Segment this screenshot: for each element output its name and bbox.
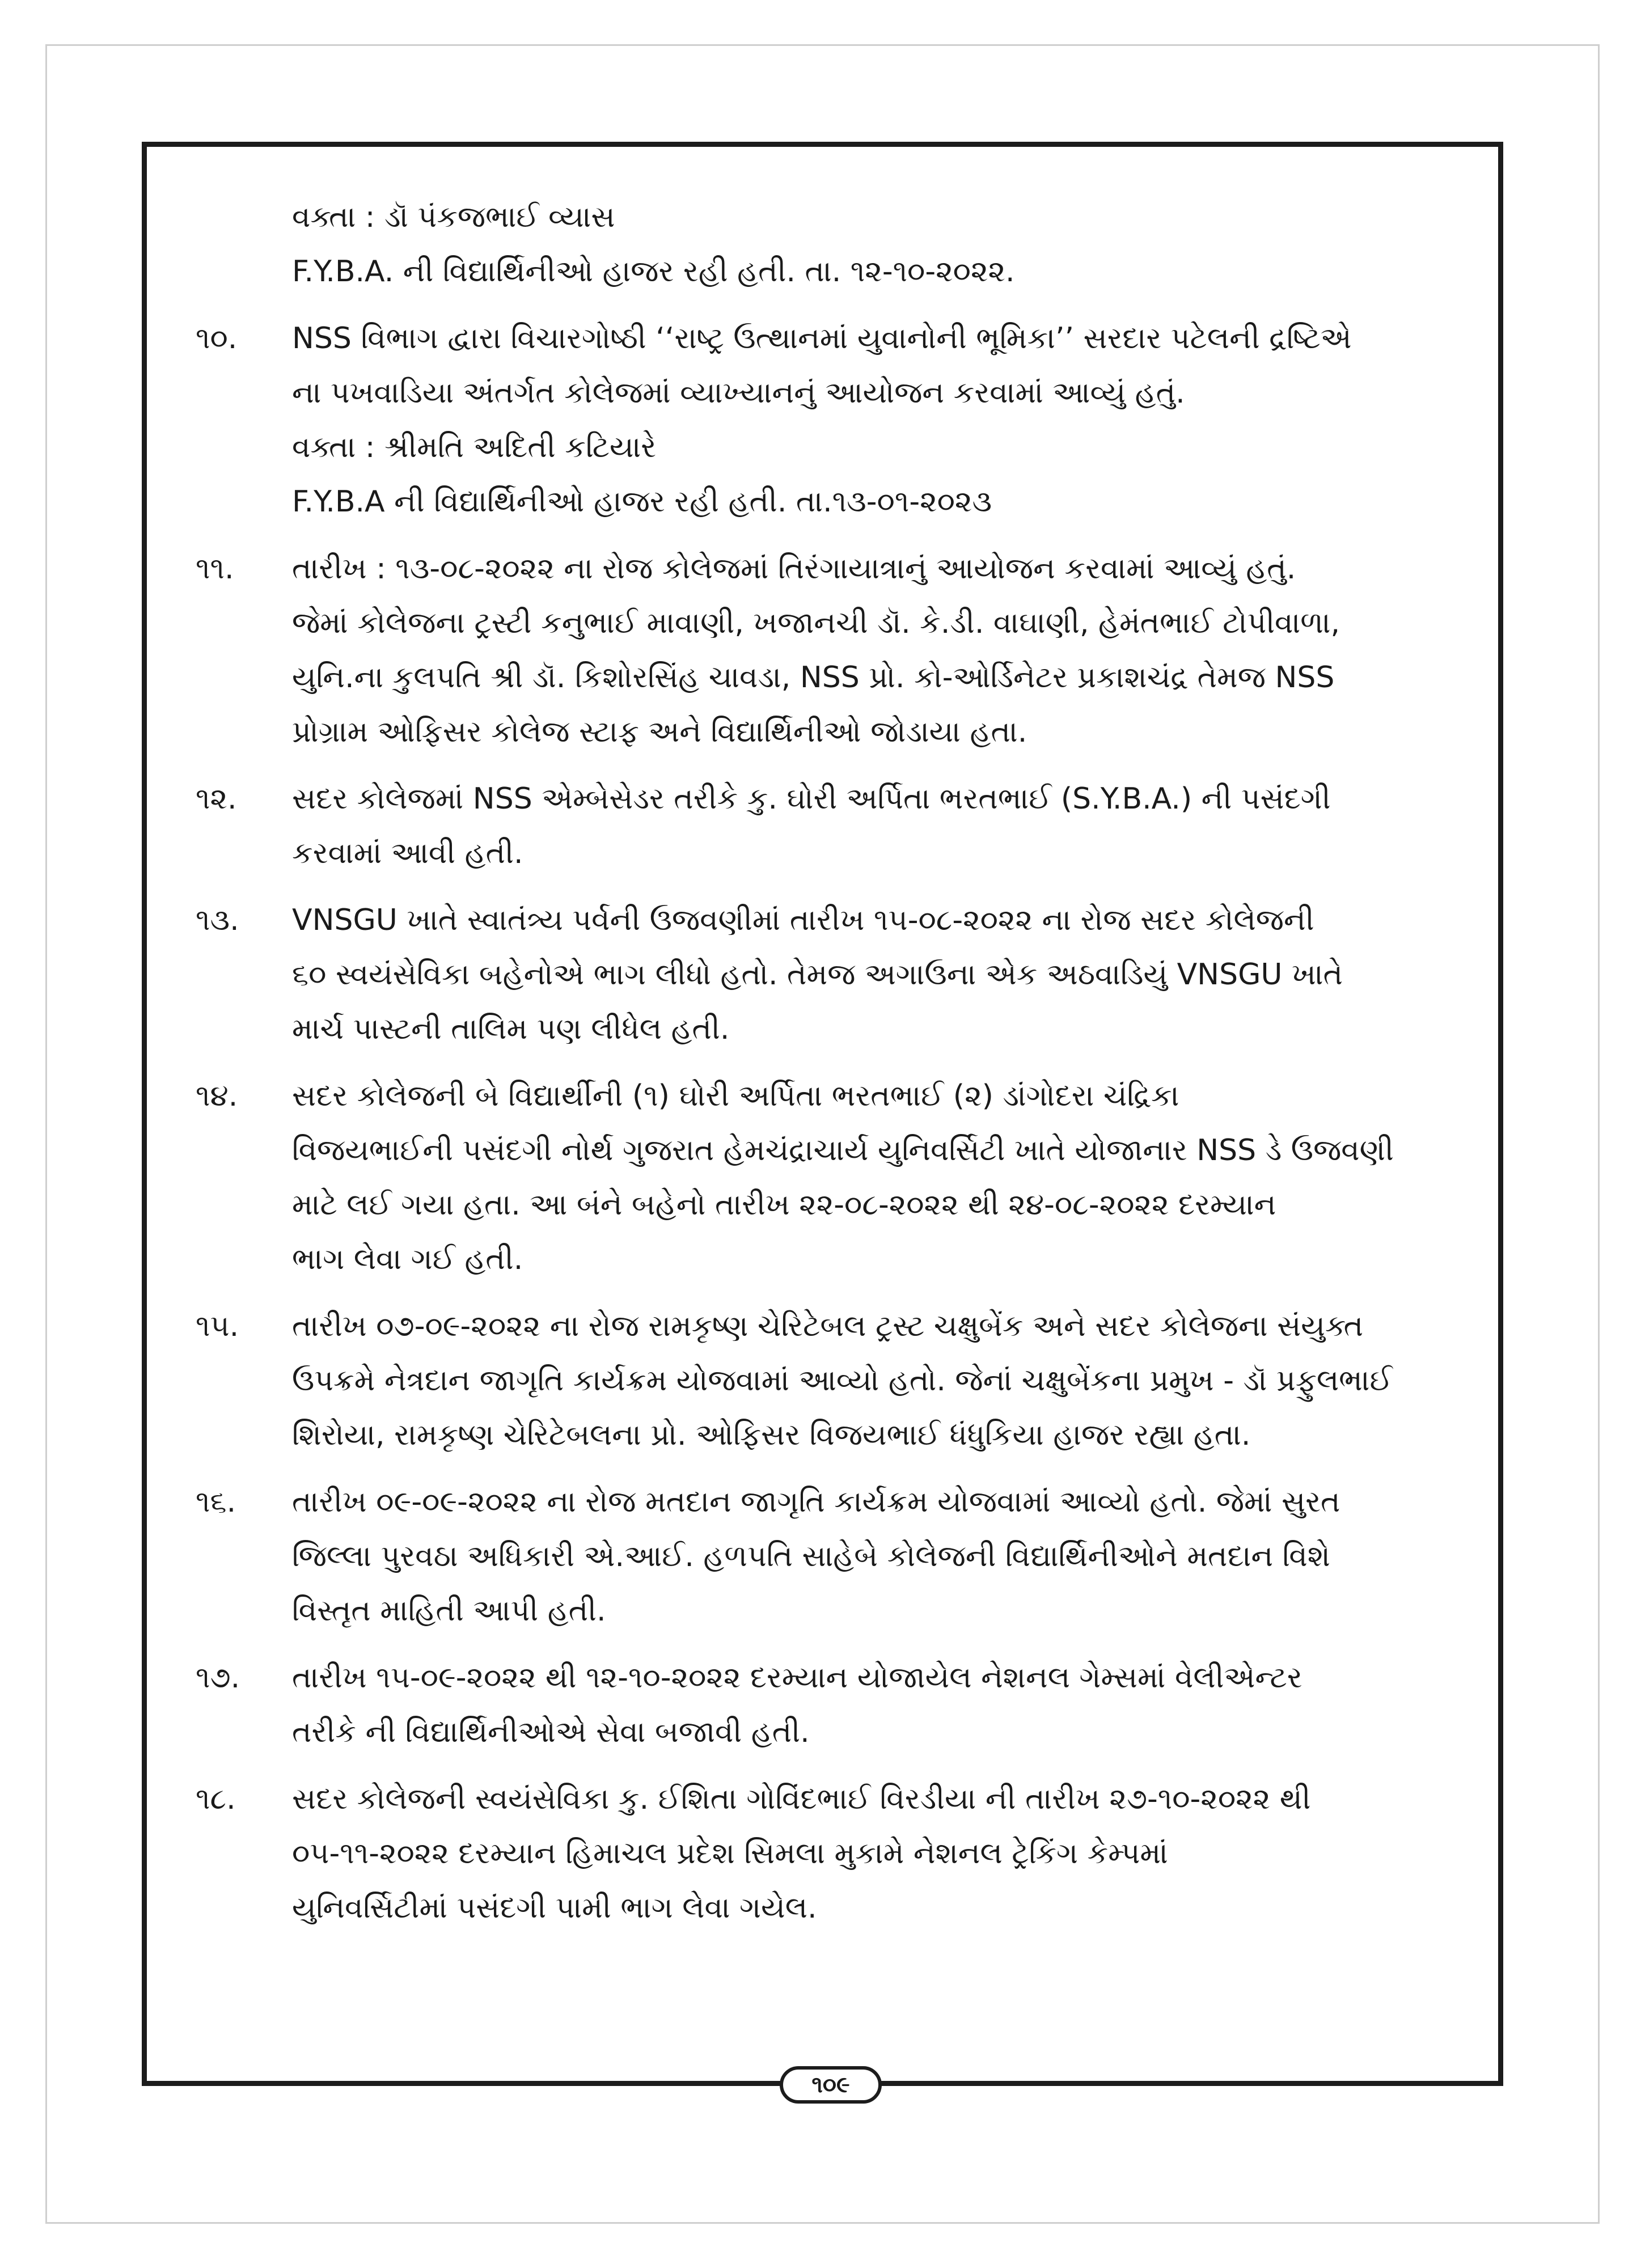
list-item-14: [196, 1069, 1463, 1287]
item-number: ૧૧.: [196, 552, 234, 586]
item-line: માટે લઈ ગયા હતા. આ બંને બહેનો તારીખ ૨૨-૦૮-૨૦૨૨ થી ૨૪-૦૮-૨૦૨૨ દરમ્યાન: [292, 1188, 1276, 1222]
page-number: ૧૦૯: [811, 2072, 850, 2098]
item-line: સદર કોલેજની બે વિદ્યાર્થીની (૧) ઘોરી અર્પિતા ભરતભાઈ (૨) ડાંગોદરા ચંદ્રિકા: [292, 1079, 1179, 1113]
item-line: તારીખ ૧૫-૦૯-૨૦૨૨ થી ૧૨-૧૦-૨૦૨૨ દરમ્યાન યોજાયેલ નેશનલ ગેમ્સમાં વેલીએન્ટર: [292, 1661, 1303, 1695]
item-number: ૧૦.: [196, 321, 238, 356]
item-line: F.Y.B.A ની વિદ્યાર્થિનીઓ હાજર રહી હતી. તા.૧૩-૦૧-૨૦૨૩: [292, 485, 992, 519]
item-line: યુનિ.ના કુલપતિ શ્રી ડૉ. કિશોરસિંહ ચાવડા, NSS પ્રો. કો-ઓર્ડિનેટર પ્રકાશચંદ્ર તેમજ NSS: [292, 661, 1335, 695]
speaker-line: વક્તા : ડૉ પંકજભાઈ વ્યાસ: [292, 200, 615, 234]
item-line: જિલ્લા પુરવઠા અધિકારી એ.આઈ. હળપતિ સાહેબે કોલેજની વિદ્યાર્થિનીઓને મતદાન વિશે: [292, 1539, 1330, 1573]
item-text: [292, 772, 1463, 881]
list-item-15: [196, 1299, 1463, 1462]
item-line: ઉપક્રમે નેત્રદાન જાગૃતિ કાર્યક્રમ યોજવામાં આવ્યો હતો. જેનાં ચક્ષુબેંકના પ્રમુખ - ડૉ પ્રફુલભાઈ: [292, 1364, 1393, 1398]
list-item-12: [196, 772, 1463, 881]
list-item-16: [196, 1475, 1463, 1638]
item-text: [292, 1651, 1463, 1759]
list-item-11: [196, 541, 1463, 759]
item-number: ૧૮.: [196, 1782, 236, 1816]
list-item-17: [196, 1651, 1463, 1759]
item-line: ૬૦ સ્વયંસેવિકા બહેનોએ ભાગ લીધો હતો. તેમજ અગાઉના એક અઠવાડિયું VNSGU ખાતે: [292, 958, 1343, 992]
list-item-10: [196, 311, 1463, 529]
item-text: [292, 1299, 1463, 1462]
item-text: [292, 1475, 1463, 1638]
item-number: ૧૩.: [196, 903, 239, 937]
item-line: ના પખવાડિયા અંતર્ગત કોલેજમાં વ્યાખ્યાનનું આયોજન કરવામાં આવ્યું હતું.: [292, 376, 1185, 410]
item-line: જેમાં કોલેજના ટ્રસ્ટી કનુભાઈ માવાણી, ખજાનચી ડૉ. કે.ડી. વાઘાણી, હેમંતભાઈ ટોપીવાળા,: [292, 606, 1340, 640]
item-number: ૧૪.: [196, 1079, 238, 1113]
attendance-line: F.Y.B.A. ની વિદ્યાર્થિનીઓ હાજર રહી હતી. તા. ૧૨-૧૦-૨૦૨૨.: [292, 255, 1015, 289]
item-line: VNSGU ખાતે સ્વાતંત્ર્ય પર્વની ઉજવણીમાં તારીખ ૧૫-૦૮-૨૦૨૨ ના રોજ સદર કોલેજની: [292, 903, 1314, 937]
item-line: યુનિવર્સિટીમાં પસંદગી પામી ભાગ લેવા ગયેલ.: [292, 1891, 817, 1925]
item-text: [292, 893, 1463, 1056]
page-number-badge: [780, 2066, 882, 2104]
item-line: વક્તા : શ્રીમતિ અદિતી કટિયારે: [292, 430, 657, 464]
item-number: ૧૫.: [196, 1309, 239, 1343]
item-number: ૧૬.: [196, 1485, 236, 1519]
item-text: [292, 541, 1463, 759]
item-line: તરીકે ની વિદ્યાર્થિનીઓએ સેવા બજાવી હતી.: [292, 1715, 810, 1749]
list-item-18: [196, 1772, 1463, 1935]
item-line: સદર કોલેજની સ્વયંસેવિકા કુ. ઈશિતા ગોવિંદભાઈ વિરડીયા ની તારીખ ૨૭-૧૦-૨૦૨૨ થી: [292, 1782, 1311, 1816]
document-body: [196, 190, 1463, 1948]
item-line: માર્ચ પાસ્ટની તાલિમ પણ લીધેલ હતી.: [292, 1012, 730, 1046]
item-line: ૦૫-૧૧-૨૦૨૨ દરમ્યાન હિમાચલ પ્રદેશ સિમલા મુકામે નેશનલ ટ્રેકિંગ કેમ્પમાં: [292, 1837, 1168, 1871]
item-line: પ્રોગ્રામ ઓફિસર કોલેજ સ્ટાફ અને વિદ્યાર્થિનીઓ જોડાયા હતા.: [292, 715, 1027, 749]
item-line: NSS વિભાગ દ્વારા વિચારગોષ્ઠી ‘‘રાષ્ટ્ર ઉત્થાનમાં યુવાનોની ભૂમિકા’’ સરદાર પટેલની દ્રષ્ટિએ: [292, 321, 1352, 356]
item-line: તારીખ ૦૯-૦૯-૨૦૨૨ ના રોજ મતદાન જાગૃતિ કાર્યક્રમ યોજવામાં આવ્યો હતો. જેમાં સુરત: [292, 1485, 1340, 1519]
item-number: ૧૨.: [196, 782, 237, 816]
item-line: તારીખ : ૧૩-૦૮-૨૦૨૨ ના રોજ કોલેજમાં તિરંગાયાત્રાનું આયોજન કરવામાં આવ્યું હતું.: [292, 552, 1296, 586]
item-text: [292, 1069, 1463, 1287]
item-line: શિરોયા, રામકૃષ્ણ ચેરિટેબલના પ્રો. ઓફિસર વિજયભાઈ ધંધુકિયા હાજર રહ્યા હતા.: [292, 1418, 1251, 1452]
item-line: તારીખ ૦૭-૦૯-૨૦૨૨ ના રોજ રામકૃષ્ણ ચેરિટેબલ ટ્રસ્ટ ચક્ષુબેંક અને સદર કોલેજના સંયુક્ત: [292, 1309, 1364, 1343]
item-line: ભાગ લેવા ગઈ હતી.: [292, 1242, 523, 1276]
list-item-13: [196, 893, 1463, 1056]
item-line: વિજયભાઈની પસંદગી નોર્થ ગુજરાત હેમચંદ્રાચાર્ય યુનિવર્સિટી ખાતે યોજાનાર NSS ડે ઉજવણી: [292, 1133, 1394, 1167]
item-line: સદર કોલેજમાં NSS એમ્બેસેડર તરીકે કુ. ઘોરી અર્પિતા ભરતભાઈ (S.Y.B.A.) ની પસંદગી: [292, 782, 1331, 816]
item-text: [292, 1772, 1463, 1935]
item-number: ૧૭.: [196, 1661, 240, 1695]
item-line: વિસ્તૃત માહિતી આપી હતી.: [292, 1594, 606, 1628]
item-text: [292, 311, 1463, 529]
item-line: કરવામાં આવી હતી.: [292, 836, 523, 870]
